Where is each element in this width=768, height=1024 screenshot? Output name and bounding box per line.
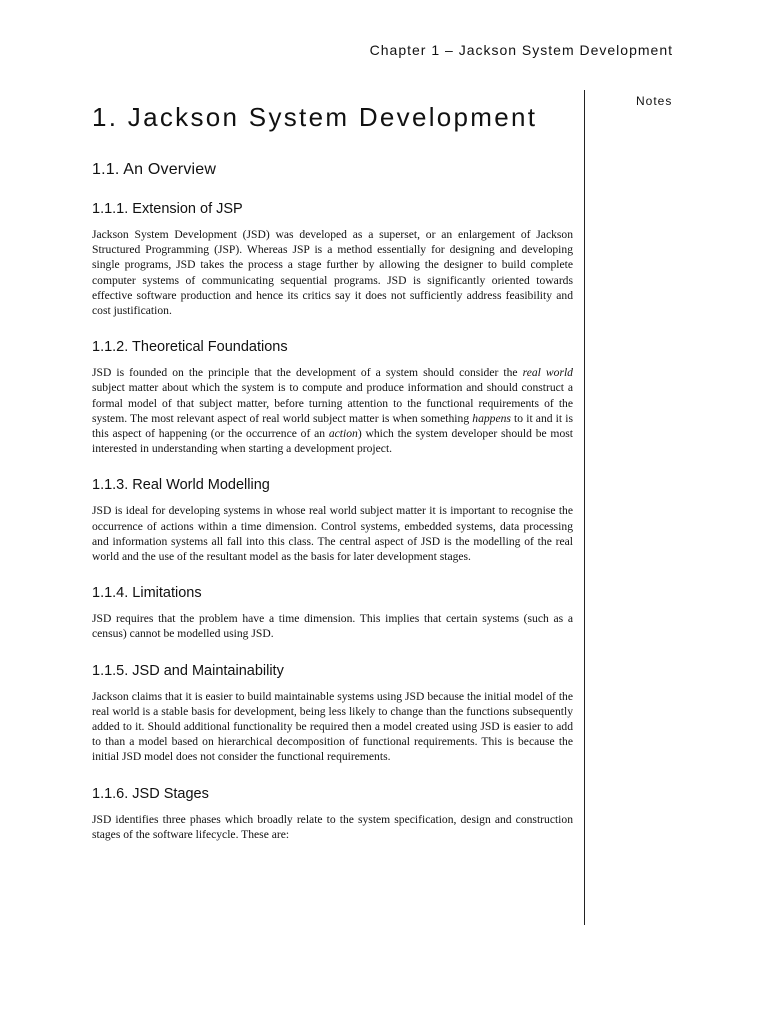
subsection-title-real-world-modelling: 1.1.3. Real World Modelling <box>92 477 270 494</box>
subsection-title-extension-of-jsp: 1.1.1. Extension of JSP <box>92 201 243 217</box>
running-head: Chapter 1 – Jackson System Development <box>369 42 673 58</box>
chapter-title: 1. Jackson System Development <box>92 102 538 132</box>
paragraph-extension-of-jsp: Jackson System Development (JSD) was developed as a superset, or an enlargement of Jackson Structured Programming (JSP). Whereas JSP is a method essentially for designing and developing single programs, JSD takes the process a stage further by allowing the designer to build complete computer systems of communicating sequential programs. JSD is significantly oriented towards effective software production and hence its critics say it does not sufficiently address feasibility and cost justification. <box>92 228 573 318</box>
paragraph-theoretical-foundations <box>92 365 573 456</box>
subsection-title-limitations: 1.1.4. Limitations <box>92 585 202 602</box>
text-run: to it and it is this aspect of happening (or the occurrence of an <box>92 411 573 441</box>
margin-divider <box>584 90 585 925</box>
main-text-column <box>92 100 573 862</box>
section-title-overview: 1.1. An Overview <box>92 161 217 178</box>
subsection-title-jsd-maintainability: 1.1.5. JSD and Maintainability <box>92 662 284 679</box>
subsection-title-theoretical-foundations: 1.1.2. Theoretical Foundations <box>92 339 288 356</box>
paragraph-jsd-stages: JSD identifies three phases which broadly relate to the system specification, design and construction stages of the software lifecycle. These are: <box>92 812 573 841</box>
emphasis-happens: happens <box>472 411 511 425</box>
emphasis-real-world: real world <box>522 366 573 380</box>
paragraph-jsd-maintainability: Jackson claims that it is easier to build maintainable systems using JSD because the initial model of the real world is a stable basis for development, being less likely to change than the functions subsequently added to it. Should additional functionality be required then a model created using JSD is easier to add to than a model based on hierarchical decomposition of functional requirements. This is because the initial JSD model does not consider the functional requirements. <box>92 689 573 764</box>
text-run: subject matter about which the system is to compute and produce information and should construct a formal model of that subject matter, before turning attention to the functional requirements of the system. The most relevant aspect of real world subject matter is when something <box>92 381 573 425</box>
paragraph-limitations: JSD requires that the problem have a time dimension. This implies that certain systems (such as a census) cannot be modelled using JSD. <box>92 612 573 641</box>
paragraph-real-world-modelling: JSD is ideal for developing systems in whose real world subject matter it is important to recognise the occurrence of actions within a time dimension. Control systems, embedded systems, data processing and information systems all fall into this class. The central aspect of JSD is the modelling of the real world and the use of the resultant model as the basis for later development stages. <box>92 504 573 564</box>
notes-margin-label: Notes <box>636 94 673 108</box>
subsection-title-jsd-stages: 1.1.6. JSD Stages <box>92 785 209 802</box>
text-run: ) which the system developer should be most interested in understanding when starting a development project. <box>92 427 573 456</box>
text-run: JSD is founded on the principle that the development of a system should consider the <box>92 366 523 380</box>
emphasis-action: action <box>328 427 358 441</box>
